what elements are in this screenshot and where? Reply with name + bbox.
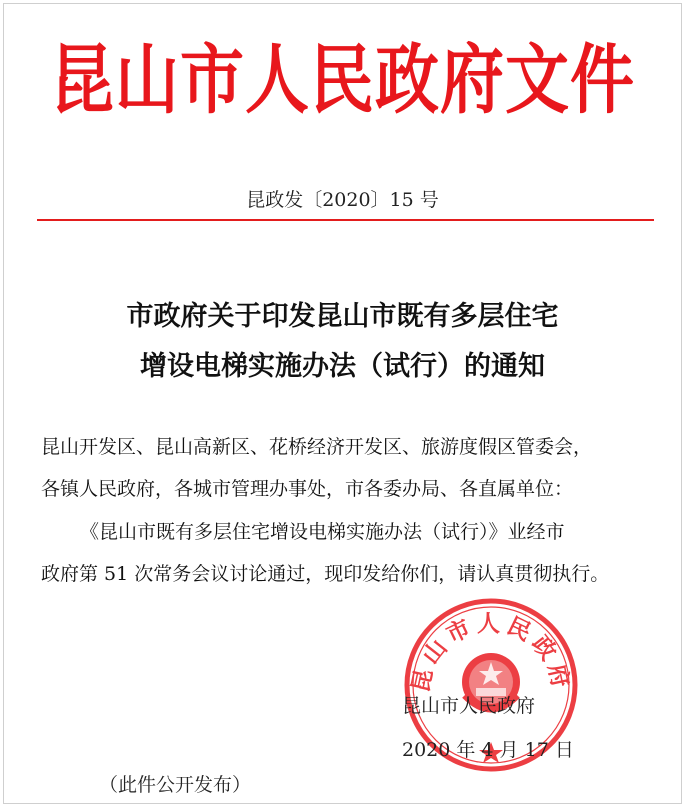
body-line-1: 《昆山市既有多层住宅增设电梯实施办法（试行）》业经市 [80, 521, 565, 543]
disclosure-note: （此件公开发布） [99, 774, 252, 796]
title-line-2: 增设电梯实施办法（试行）的通知 [140, 351, 545, 382]
red-divider [37, 219, 654, 221]
document-masthead: 昆山市人民政府文件 [50, 36, 635, 126]
recipients-line-1: 昆山开发区、昆山高新区、花桥经济开发区、旅游度假区管委会， [41, 436, 593, 458]
document-number: 昆政发〔2020〕15 号 [246, 189, 439, 211]
issue-date: 2020 年 4 月 17 日 [402, 739, 574, 761]
seal-text: 昆山市人民政府 [406, 609, 576, 695]
body-line-2: 政府第 51 次常务会议讨论通过，现印发给你们，请认真贯彻执行。 [41, 563, 610, 585]
recipients-line-2: 各镇人民政府，各城市管理办事处，市各委办局、各直属单位： [41, 478, 574, 500]
document-page [3, 3, 682, 804]
signatory: 昆山市人民政府 [402, 695, 536, 717]
title-line-1: 市政府关于印发昆山市既有多层住宅 [126, 301, 559, 332]
document-title [4, 292, 681, 392]
